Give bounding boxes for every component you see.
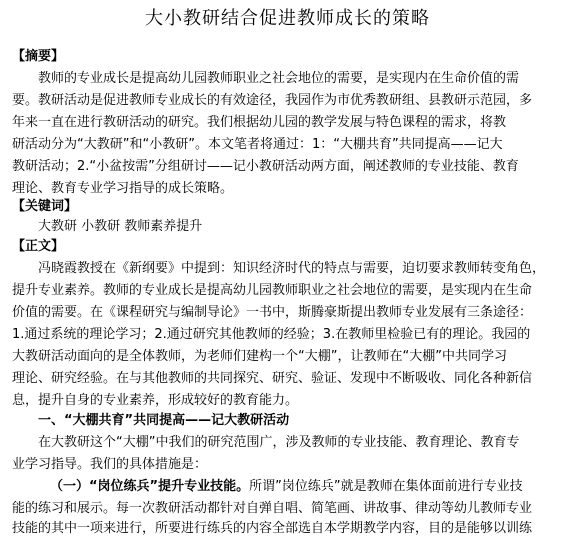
document-title: 大小教研结合促进教师成长的策略 bbox=[145, 8, 430, 29]
abstract-line: 理论、教育专业学习指导的成长策略。 bbox=[12, 181, 234, 196]
subsection-heading: （一）“岗位练兵”提升专业技能。 bbox=[50, 479, 250, 494]
subsection-first-line bbox=[12, 476, 575, 498]
keywords-line: 大教研 小教研 教师素养提升 bbox=[38, 219, 203, 234]
subsection-line: 技能的其中一项来进行，所要进行练兵的内容全部选自本学期教学内容，目的是能够以训练 bbox=[12, 521, 533, 536]
body-line: 理论、研究经验。在与其他教师的共同探究、研究、验证、发现中不断吸收、同化各种新信 bbox=[12, 371, 533, 386]
abstract-line: 年来一直在进行教研活动的研究。我们根据幼儿园的教学发展与特色课程的需求，将教 bbox=[12, 115, 507, 130]
body-heading: 【正文】 bbox=[12, 239, 65, 254]
abstract-heading: 【摘要】 bbox=[12, 49, 65, 64]
body-line: 提升专业素养。教师的专业成长是提高幼儿园教师职业之社会地位的需要，是实现内在生命 bbox=[12, 283, 533, 298]
section-heading: 一、“大棚共育”共同提高——记大教研活动 bbox=[38, 413, 290, 428]
body-line: 价值的需要。在《课程研究与编制导论》一书中，斯腾豪斯提出教师专业发展有三条途径： bbox=[12, 305, 533, 320]
body-line: 大教研活动面向的是全体教师，为老师们建构一个“大棚”，让教师在“大棚”中共同学习 bbox=[12, 349, 507, 364]
body-line: 冯晓霞教授在《新纲要》中提到：知识经济时代的特点与需要，迫切要求教师转变角色， bbox=[38, 261, 546, 276]
abstract-line: 教研活动；2.“小盆按需”分组研讨——记小教研活动两方面，阐述教师的专业技能、教育 bbox=[12, 159, 519, 174]
abstract-line: 研活动分为“大教研”和“小教研”。本文笔者将通过：1：“大棚共育”共同提高——记大 bbox=[12, 137, 503, 152]
section-line: 业学习指导。我们的具体措施是： bbox=[12, 457, 208, 472]
abstract-line: 要。教研活动是促进教师专业成长的有效途径，我园作为市优秀教研组、县教研示范园，多 bbox=[12, 93, 533, 108]
subsection-text: 所谓”岗位练兵”就是教师在集体面前进行专业技 bbox=[249, 479, 523, 494]
body-line: 1.通过系统的理论学习；2.通过研究其他教师的经验；3.在教师里检验已有的理论。我园的 bbox=[12, 327, 531, 342]
abstract-line: 教师的专业成长是提高幼儿园教师职业之社会地位的需要，是实现内在生命价值的需 bbox=[38, 71, 520, 86]
keywords-heading: 【关键词】 bbox=[12, 199, 78, 214]
section-line: 在大教研这个“大棚”中我们的研究范围广，涉及教师的专业技能、教育理论、教育专 bbox=[38, 435, 520, 450]
subsection-line: 能的练习和展示。每一次教研活动都针对自弹自唱、简笔画、讲故事、律动等幼儿教师专业 bbox=[12, 501, 533, 516]
body-line: 息，提升自身的专业素养，形成较好的教育能力。 bbox=[12, 393, 299, 408]
